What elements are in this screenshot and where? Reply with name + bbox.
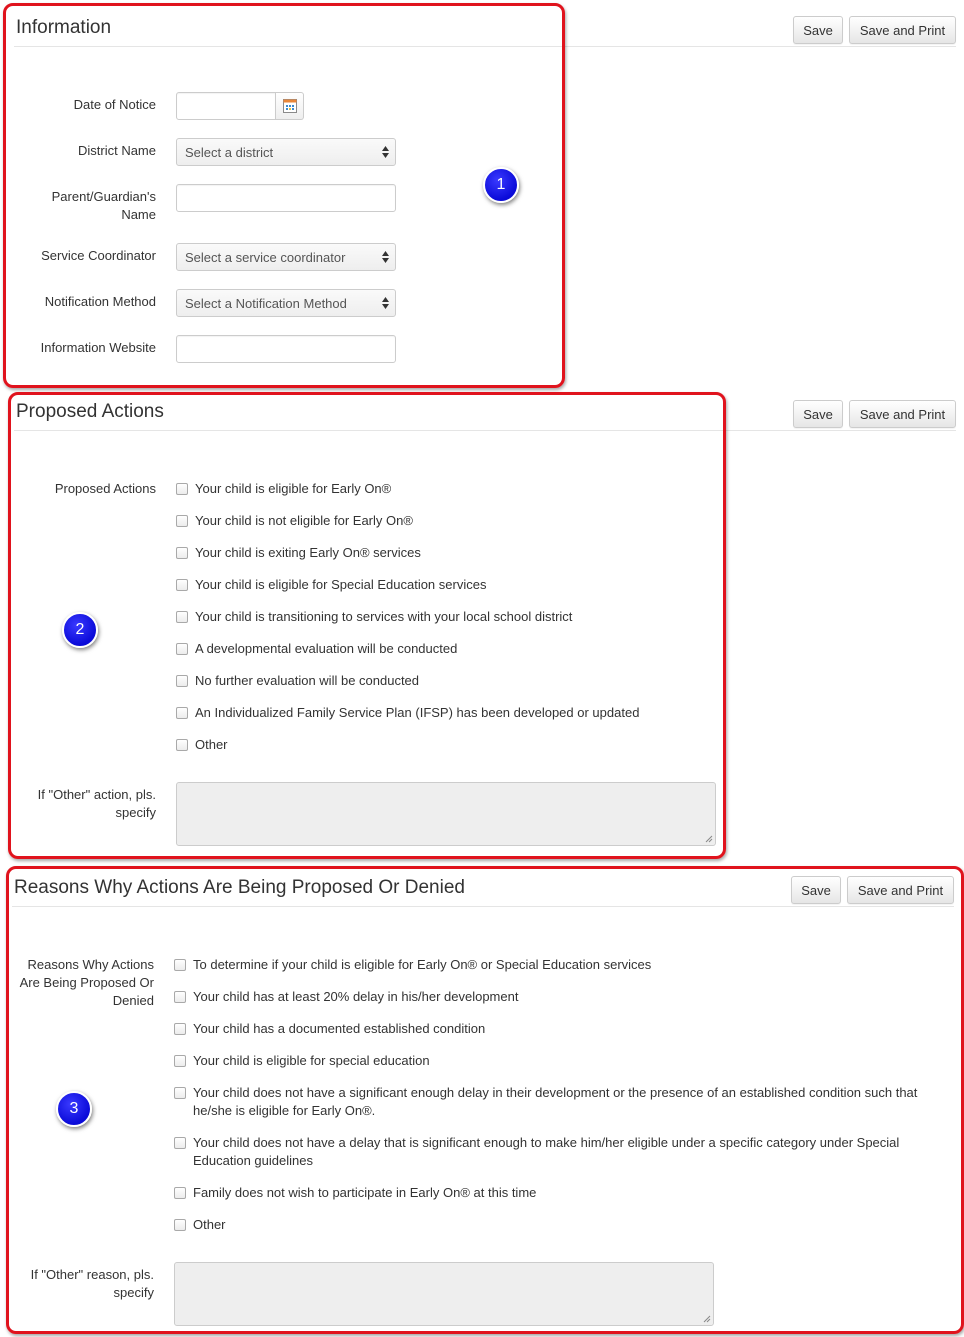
information-save-button[interactable]: Save [793,16,843,44]
step-badge-1: 1 [483,167,519,203]
callout-box-2 [8,392,726,859]
callout-box-3 [6,866,964,1334]
reason-option[interactable]: Family does not wish to participate in Early On® at this time [174,1184,536,1202]
service-coordinator-label: Service Coordinator [41,248,156,263]
information-website-label: Information Website [40,340,156,355]
proposed-action-option[interactable]: An Individualized Family Service Plan (IFSP) has been developed or updated [176,704,639,722]
step-badge-3: 3 [56,1091,92,1127]
proposed-action-option-other[interactable]: Other [176,736,228,754]
notification-method-value: Select a Notification Method [185,295,347,311]
proposed-action-option[interactable]: Your child is exiting Early On® services [176,544,421,562]
district-name-value: Select a district [185,144,274,160]
reasons-label: Reasons Why Actions Are Being Proposed Or Denied [19,957,154,1008]
reason-option[interactable]: Your child is eligible for special education [174,1052,430,1070]
parent-name-label: Parent/Guardian's Name [51,189,156,222]
proposed-action-option[interactable]: Your child is eligible for Early On® [176,480,391,498]
proposed-actions-save-print-button[interactable]: Save and Print [849,400,956,428]
proposed-actions-save-button[interactable]: Save [793,400,843,428]
proposed-actions-title: Proposed Actions [16,401,164,422]
proposed-action-option[interactable]: Your child is transitioning to services with your local school district [176,608,572,626]
reasons-title: Reasons Why Actions Are Being Proposed Or Denied [14,877,465,898]
service-coordinator-value: Select a service coordinator [185,249,346,265]
reason-option[interactable]: Your child has at least 20% delay in his/her development [174,988,518,1006]
reasons-save-button[interactable]: Save [791,876,841,904]
information-title: Information [16,17,112,38]
information-save-print-button[interactable]: Save and Print [849,16,956,44]
other-reason-label: If "Other" reason, pls. specify [30,1267,154,1300]
notification-method-label: Notification Method [44,294,156,309]
proposed-action-option[interactable]: Your child is eligible for Special Education services [176,576,486,594]
reasons-save-print-button[interactable]: Save and Print [847,876,954,904]
district-name-label: District Name [77,143,156,158]
reason-option[interactable]: To determine if your child is eligible for Early On® or Special Education services [174,956,651,974]
proposed-action-option[interactable]: Your child is not eligible for Early On® [176,512,413,530]
callout-box-1 [3,3,565,388]
date-of-notice-label: Date of Notice [73,97,156,112]
proposed-action-option[interactable]: No further evaluation will be conducted [176,672,419,690]
reason-option[interactable]: Your child does not have a significant enough delay in their development or the presence of an established condition such that he/she is eligible for Early On®. [174,1084,917,1120]
reason-option[interactable]: Your child does not have a delay that is significant enough to make him/her eligible under a specific category under Special Education guidelines [174,1134,899,1170]
proposed-actions-label: Proposed Actions [54,481,156,496]
other-action-label: If "Other" action, pls. specify [37,787,156,820]
reason-option[interactable]: Your child has a documented established condition [174,1020,485,1038]
reason-option-other[interactable]: Other [174,1216,226,1234]
proposed-action-option[interactable]: A developmental evaluation will be conducted [176,640,457,658]
step-badge-2: 2 [62,612,98,648]
